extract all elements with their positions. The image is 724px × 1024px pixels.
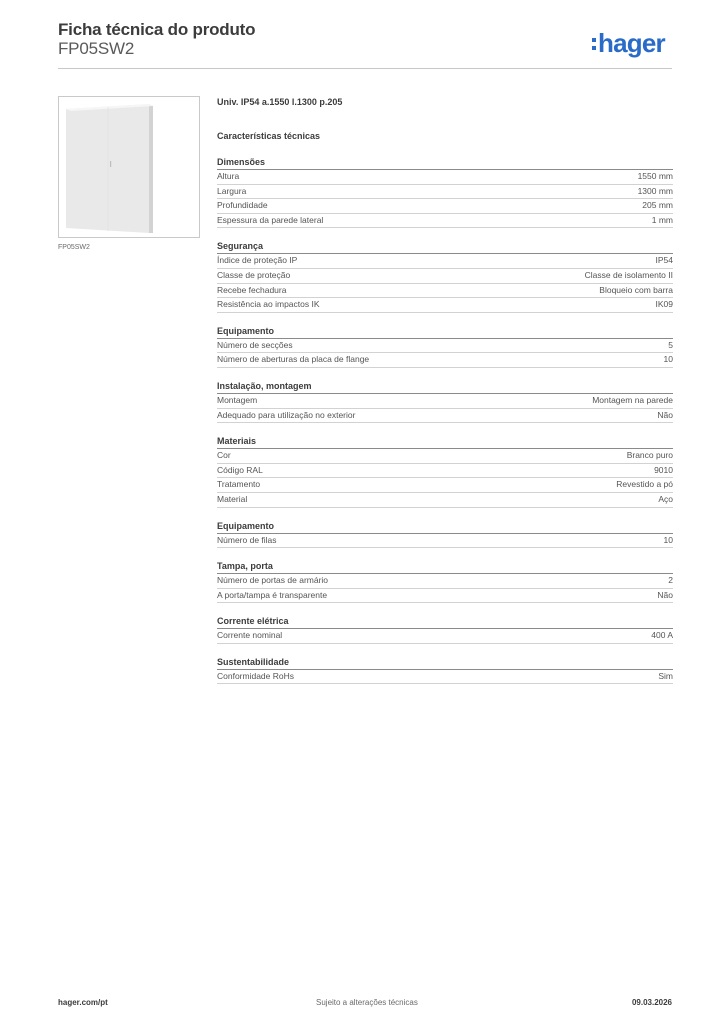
spec-label: Número de secções <box>217 339 293 350</box>
spec-value: 9010 <box>654 464 673 475</box>
spec-row <box>217 199 673 214</box>
spec-label: Código RAL <box>217 464 263 475</box>
spec-value: 205 mm <box>642 200 673 211</box>
spec-value: Sim <box>658 670 673 681</box>
spec-section <box>217 156 673 228</box>
section-title: Tampa, porta <box>217 560 673 574</box>
section-title: Instalação, montagem <box>217 380 673 394</box>
footer-disclaimer: Sujeito a alterações técnicas <box>316 998 418 1007</box>
header-divider <box>58 68 672 69</box>
spec-row <box>217 394 673 409</box>
spec-value: Aço <box>658 493 673 504</box>
spec-row <box>217 353 673 368</box>
spec-row <box>217 254 673 269</box>
spec-value: 400 A <box>651 630 673 641</box>
section-title: Equipamento <box>217 520 673 534</box>
spec-row <box>217 534 673 549</box>
product-description: Univ. IP54 a.1550 l.1300 p.205 <box>217 97 343 107</box>
spec-sections <box>217 156 673 684</box>
spec-section <box>217 615 673 644</box>
spec-label: Resistência ao impactos IK <box>217 299 320 310</box>
spec-row <box>217 493 673 508</box>
spec-value: Montagem na parede <box>592 394 673 405</box>
spec-label: Número de portas de armário <box>217 575 329 586</box>
document-title: Ficha técnica do produto <box>58 20 256 39</box>
spec-section <box>217 656 673 685</box>
hager-logo <box>592 28 665 58</box>
specifications <box>217 96 673 684</box>
image-caption: FP05SW2 <box>58 244 90 251</box>
spec-row <box>217 339 673 354</box>
spec-label: Corrente nominal <box>217 630 283 641</box>
section-title: Dimensões <box>217 156 673 170</box>
spec-row <box>217 574 673 589</box>
spec-label: Tratamento <box>217 479 261 490</box>
spec-label: Conformidade RoHs <box>217 670 295 681</box>
spec-value: 5 <box>668 339 673 350</box>
spec-section <box>217 520 673 549</box>
section-title: Corrente elétrica <box>217 615 673 629</box>
spec-label: Adequado para utilização no exterior <box>217 409 356 420</box>
spec-section <box>217 560 673 603</box>
spec-label: Número de filas <box>217 534 277 545</box>
characteristics-title: Características técnicas <box>217 131 321 141</box>
spec-value: 1 mm <box>651 214 673 225</box>
spec-label: Espessura da parede lateral <box>217 214 324 225</box>
spec-value: Revestido a pó <box>616 479 673 490</box>
spec-row <box>217 629 673 644</box>
spec-value: Branco puro <box>626 450 673 461</box>
spec-row <box>217 284 673 299</box>
spec-value: IP54 <box>655 255 673 266</box>
spec-row <box>217 464 673 479</box>
spec-row <box>217 214 673 229</box>
spec-label: Profundidade <box>217 200 268 211</box>
spec-section <box>217 380 673 423</box>
spec-value: 1550 mm <box>637 171 673 181</box>
spec-row <box>217 449 673 464</box>
section-title: Materiais <box>217 435 673 449</box>
spec-value: 10 <box>663 534 673 545</box>
spec-row <box>217 185 673 200</box>
spec-value: Bloqueio com barra <box>599 284 673 295</box>
section-title: Segurança <box>217 240 673 254</box>
spec-value: Não <box>657 589 673 600</box>
spec-section <box>217 435 673 507</box>
spec-label: Índice de proteção IP <box>217 255 298 266</box>
spec-value: 10 <box>663 354 673 365</box>
spec-label: Classe de proteção <box>217 269 291 280</box>
spec-row <box>217 670 673 685</box>
spec-label: A porta/tampa é transparente <box>217 589 328 600</box>
spec-row <box>217 269 673 284</box>
spec-row <box>217 409 673 424</box>
footer-website: hager.com/pt <box>58 998 108 1007</box>
logo-colon-mark <box>592 38 596 50</box>
spec-row <box>217 478 673 493</box>
cabinet-image <box>63 101 195 233</box>
spec-value: Não <box>657 409 673 420</box>
spec-label: Cor <box>217 450 231 461</box>
spec-value: 2 <box>668 575 673 586</box>
spec-value: IK09 <box>655 299 673 310</box>
spec-section <box>217 240 673 312</box>
footer-date: 09.03.2026 <box>631 998 672 1007</box>
section-title: Equipamento <box>217 325 673 339</box>
spec-row <box>217 589 673 604</box>
spec-value: 1300 mm <box>637 185 673 196</box>
spec-label: Montagem <box>217 394 258 405</box>
product-image-frame <box>58 96 200 238</box>
logo-text: hager <box>598 28 665 58</box>
spec-row <box>217 298 673 313</box>
spec-label: Largura <box>217 185 247 196</box>
spec-value: Classe de isolamento II <box>584 269 673 280</box>
section-title: Sustentabilidade <box>217 656 673 670</box>
spec-label: Altura <box>217 171 240 181</box>
spec-label: Material <box>217 493 248 504</box>
spec-section <box>217 325 673 368</box>
spec-label: Número de aberturas da placa de flange <box>217 354 370 365</box>
spec-row <box>217 170 673 185</box>
product-code: FP05SW2 <box>58 39 135 58</box>
spec-label: Recebe fechadura <box>217 284 287 295</box>
